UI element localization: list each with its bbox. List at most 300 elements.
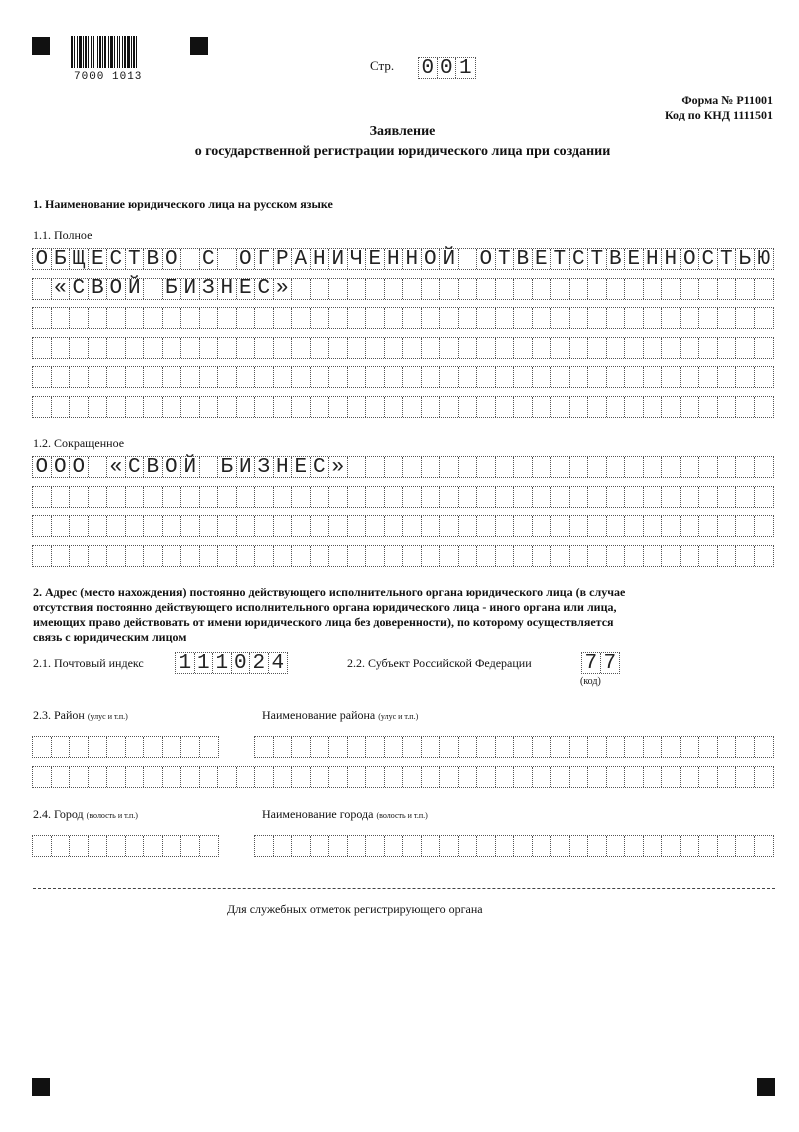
char-cell [89, 767, 108, 787]
char-cell [255, 487, 274, 507]
char-cell [181, 308, 200, 328]
district-name-field[interactable] [254, 736, 774, 758]
subject-code-cell: 7 [582, 653, 601, 673]
city-note: (волость и т.п.) [86, 811, 138, 820]
char-cell [89, 338, 108, 358]
char-cell [570, 367, 589, 387]
char-cell [625, 487, 644, 507]
barcode-bar [119, 36, 120, 68]
char-cell [588, 397, 607, 417]
char-cell [718, 367, 737, 387]
char-cell [477, 279, 496, 299]
char-cell [329, 546, 348, 566]
char-cell [570, 546, 589, 566]
char-cell: Н [385, 249, 404, 269]
char-cell [459, 457, 478, 477]
char-cell [662, 338, 681, 358]
char-cell [681, 397, 700, 417]
char-cell [718, 546, 737, 566]
char-cell [200, 338, 219, 358]
char-cell [403, 338, 422, 358]
char-cell [126, 487, 145, 507]
district-label: 2.3. Район (улус и т.п.) [33, 708, 128, 722]
char-cell [736, 308, 755, 328]
char-cell [181, 516, 200, 536]
char-cell [736, 279, 755, 299]
char-cell [89, 308, 108, 328]
char-cell: Н [218, 279, 237, 299]
char-cell [662, 767, 681, 787]
char-cell [70, 546, 89, 566]
char-cell [107, 338, 126, 358]
district-name-label: Наименование района (улус и т.п.) [262, 708, 419, 722]
char-cell [89, 487, 108, 507]
char-cell [699, 737, 718, 757]
char-cell [718, 836, 737, 856]
char-cell [33, 397, 52, 417]
char-cell: С [311, 457, 330, 477]
char-cell [163, 367, 182, 387]
char-cell [551, 487, 570, 507]
registration-marker-bottom-left [32, 1078, 50, 1096]
char-cell [755, 836, 774, 856]
char-cell [588, 546, 607, 566]
char-cell [477, 737, 496, 757]
char-cell [292, 516, 311, 536]
char-cell [644, 367, 663, 387]
char-cell [607, 836, 626, 856]
subject-code-note: (код) [580, 676, 601, 687]
char-cell: О [681, 249, 700, 269]
char-cell [107, 516, 126, 536]
char-cell [662, 836, 681, 856]
char-cell [218, 338, 237, 358]
char-cell [681, 836, 700, 856]
char-cell [329, 308, 348, 328]
char-cell [237, 367, 256, 387]
char-cell [107, 308, 126, 328]
char-cell [107, 546, 126, 566]
char-cell [514, 279, 533, 299]
char-cell [181, 367, 200, 387]
char-cell [755, 457, 774, 477]
char-cell [52, 767, 71, 787]
char-cell [625, 457, 644, 477]
char-cell: О [107, 279, 126, 299]
char-cell [625, 546, 644, 566]
char-cell: О [33, 249, 52, 269]
char-cell [681, 338, 700, 358]
char-cell [514, 367, 533, 387]
page-number-field [418, 57, 476, 79]
char-cell [570, 487, 589, 507]
district-type-field[interactable] [32, 736, 219, 758]
char-cell [181, 737, 200, 757]
title-line-2: о государственной регистрации юридического лица при создании [194, 144, 611, 159]
char-cell [255, 737, 274, 757]
char-cell [163, 338, 182, 358]
barcode-bar [79, 36, 82, 68]
char-cell [440, 836, 459, 856]
char-cell [533, 516, 552, 536]
char-cell: И [329, 249, 348, 269]
char-cell [644, 767, 663, 787]
city-type-field[interactable] [32, 835, 219, 857]
char-cell: О [52, 457, 71, 477]
city-name-field[interactable] [254, 835, 774, 857]
char-cell [107, 487, 126, 507]
char-cell: С [570, 249, 589, 269]
char-cell [736, 836, 755, 856]
char-cell [440, 457, 459, 477]
full-name-row[interactable] [32, 396, 774, 418]
char-cell [440, 367, 459, 387]
char-cell [477, 397, 496, 417]
char-cell [477, 457, 496, 477]
char-cell [200, 487, 219, 507]
page-label: Стр. [370, 58, 395, 73]
char-cell [311, 397, 330, 417]
char-cell [274, 367, 293, 387]
char-cell: Ь [736, 249, 755, 269]
char-cell [200, 457, 219, 477]
registration-marker-bottom-right [757, 1078, 775, 1096]
char-cell [385, 338, 404, 358]
char-cell [255, 546, 274, 566]
char-cell [33, 737, 52, 757]
char-cell [607, 767, 626, 787]
char-cell [514, 836, 533, 856]
char-cell [570, 308, 589, 328]
char-cell [681, 279, 700, 299]
char-cell [514, 516, 533, 536]
char-cell [496, 767, 515, 787]
city-name-label: Наименование города (волость и т.п.) [262, 807, 428, 821]
char-cell [422, 367, 441, 387]
char-cell [144, 338, 163, 358]
char-cell [348, 516, 367, 536]
char-cell [459, 279, 478, 299]
char-cell [292, 397, 311, 417]
char-cell [459, 397, 478, 417]
char-cell: Т [496, 249, 515, 269]
char-cell [329, 836, 348, 856]
char-cell [126, 308, 145, 328]
char-cell [662, 516, 681, 536]
char-cell [200, 516, 219, 536]
char-cell: О [163, 457, 182, 477]
knd-code: Код по КНД 1111501 [664, 108, 773, 122]
char-cell [274, 487, 293, 507]
char-cell: В [607, 249, 626, 269]
char-cell [496, 279, 515, 299]
char-cell: Ю [757, 247, 771, 271]
char-cell [163, 397, 182, 417]
char-cell [514, 767, 533, 787]
char-cell [329, 279, 348, 299]
char-cell [755, 737, 774, 757]
char-cell [459, 487, 478, 507]
char-cell [422, 487, 441, 507]
char-cell [533, 487, 552, 507]
char-cell: С [699, 249, 718, 269]
char-cell [181, 767, 200, 787]
char-cell [625, 397, 644, 417]
char-cell [52, 516, 71, 536]
char-cell [533, 457, 552, 477]
service-note: Для служебных отметок регистрирующего органа [227, 902, 483, 916]
char-cell [403, 767, 422, 787]
char-cell [107, 397, 126, 417]
char-cell [755, 367, 774, 387]
char-cell [477, 516, 496, 536]
district-name-field-continued[interactable] [32, 766, 774, 788]
char-cell [163, 767, 182, 787]
char-cell [385, 457, 404, 477]
char-cell [311, 279, 330, 299]
char-cell [736, 767, 755, 787]
barcode-bar [117, 36, 118, 68]
char-cell [144, 516, 163, 536]
char-cell [440, 737, 459, 757]
char-cell [126, 737, 145, 757]
char-cell [440, 338, 459, 358]
char-cell [662, 487, 681, 507]
char-cell [718, 516, 737, 536]
char-cell [311, 367, 330, 387]
barcode-bar [133, 36, 135, 68]
char-cell [718, 457, 737, 477]
char-cell [126, 546, 145, 566]
char-cell [588, 279, 607, 299]
char-cell [144, 767, 163, 787]
char-cell [126, 367, 145, 387]
char-cell [329, 338, 348, 358]
char-cell [736, 457, 755, 477]
char-cell: О [163, 249, 182, 269]
char-cell [274, 836, 293, 856]
char-cell [755, 487, 774, 507]
char-cell: Н [662, 249, 681, 269]
char-cell [477, 487, 496, 507]
char-cell: Н [403, 249, 422, 269]
char-cell [52, 836, 71, 856]
char-cell [422, 737, 441, 757]
char-cell [52, 487, 71, 507]
char-cell: Е [89, 249, 108, 269]
char-cell [403, 836, 422, 856]
char-cell [422, 836, 441, 856]
char-cell [514, 487, 533, 507]
char-cell [348, 457, 367, 477]
char-cell [144, 487, 163, 507]
char-cell [385, 308, 404, 328]
char-cell [385, 546, 404, 566]
char-cell: Б [52, 249, 71, 269]
char-cell [755, 546, 774, 566]
char-cell [755, 397, 774, 417]
char-cell [107, 767, 126, 787]
char-cell [385, 397, 404, 417]
char-cell [607, 338, 626, 358]
char-cell [89, 457, 108, 477]
char-cell [440, 767, 459, 787]
char-cell [366, 367, 385, 387]
full-name-row[interactable] [32, 337, 774, 359]
char-cell [736, 367, 755, 387]
char-cell [33, 308, 52, 328]
char-cell [588, 487, 607, 507]
char-cell [237, 487, 256, 507]
char-cell [588, 836, 607, 856]
char-cell [348, 836, 367, 856]
char-cell [699, 308, 718, 328]
char-cell [736, 516, 755, 536]
district-name-note: (улус и т.п.) [378, 712, 419, 721]
section-2-heading-line: имеющих право действовать от имени юридического лица без доверенности), по которому осуществляется [33, 615, 614, 629]
char-cell [644, 516, 663, 536]
char-cell [533, 279, 552, 299]
char-cell [163, 487, 182, 507]
char-cell [292, 767, 311, 787]
char-cell [70, 367, 89, 387]
subject-code-cell: 7 [603, 651, 617, 675]
char-cell: Б [218, 457, 237, 477]
char-cell [459, 767, 478, 787]
char-cell [200, 737, 219, 757]
char-cell [422, 338, 441, 358]
char-cell [681, 546, 700, 566]
char-cell [570, 338, 589, 358]
char-cell [699, 767, 718, 787]
char-cell: В [514, 249, 533, 269]
char-cell [662, 279, 681, 299]
char-cell [200, 836, 219, 856]
subject-code-field[interactable] [581, 652, 620, 674]
short-name-row[interactable] [32, 456, 774, 478]
char-cell [699, 457, 718, 477]
char-cell [699, 516, 718, 536]
char-cell [311, 836, 330, 856]
char-cell [607, 279, 626, 299]
char-cell [348, 546, 367, 566]
barcode-bar [127, 36, 130, 68]
char-cell: Ч [348, 249, 367, 269]
barcode-number: 7000 1013 [74, 71, 143, 83]
char-cell [237, 308, 256, 328]
char-cell: О [422, 249, 441, 269]
char-cell: Р [274, 249, 293, 269]
char-cell: С [70, 279, 89, 299]
char-cell [126, 836, 145, 856]
char-cell: С [126, 457, 145, 477]
full-name-row[interactable] [32, 307, 774, 329]
char-cell [422, 457, 441, 477]
postal-code-field[interactable] [175, 652, 288, 674]
char-cell [33, 279, 52, 299]
char-cell [699, 836, 718, 856]
char-cell [218, 397, 237, 417]
city-name-note: (волость и т.п.) [376, 811, 428, 820]
char-cell [403, 279, 422, 299]
char-cell [514, 397, 533, 417]
char-cell [755, 516, 774, 536]
char-cell [52, 338, 71, 358]
char-cell [607, 516, 626, 536]
char-cell [422, 767, 441, 787]
char-cell [551, 279, 570, 299]
char-cell [403, 737, 422, 757]
char-cell [625, 767, 644, 787]
char-cell [52, 397, 71, 417]
char-cell [255, 338, 274, 358]
char-cell [348, 338, 367, 358]
char-cell: В [89, 279, 108, 299]
full-name-row[interactable] [32, 248, 774, 270]
char-cell [699, 367, 718, 387]
char-cell [403, 308, 422, 328]
char-cell [459, 546, 478, 566]
short-name-row[interactable] [32, 486, 774, 508]
char-cell [52, 308, 71, 328]
char-cell [607, 397, 626, 417]
barcode-bar [114, 36, 115, 68]
char-cell [699, 397, 718, 417]
char-cell [736, 338, 755, 358]
char-cell [496, 308, 515, 328]
char-cell [366, 767, 385, 787]
char-cell [274, 397, 293, 417]
barcode-bar [124, 36, 126, 68]
page-number-cell: 1 [458, 56, 472, 80]
char-cell: В [144, 249, 163, 269]
char-cell [403, 487, 422, 507]
char-cell [89, 397, 108, 417]
char-cell [218, 487, 237, 507]
char-cell [459, 516, 478, 536]
char-cell [181, 487, 200, 507]
char-cell [496, 367, 515, 387]
char-cell [292, 487, 311, 507]
char-cell: Е [366, 249, 385, 269]
char-cell: Е [237, 279, 256, 299]
char-cell [625, 836, 644, 856]
char-cell: С [107, 249, 126, 269]
registration-marker-top-left [32, 37, 50, 55]
char-cell [570, 457, 589, 477]
char-cell [644, 397, 663, 417]
short-name-row[interactable] [32, 545, 774, 567]
full-name-row[interactable] [32, 366, 774, 388]
char-cell [551, 737, 570, 757]
char-cell [200, 767, 219, 787]
char-cell: С [200, 249, 219, 269]
barcode-bar [88, 36, 89, 68]
char-cell [551, 767, 570, 787]
char-cell [477, 767, 496, 787]
char-cell [422, 279, 441, 299]
barcode-bar [77, 36, 78, 68]
char-cell [311, 546, 330, 566]
char-cell [551, 457, 570, 477]
char-cell [126, 397, 145, 417]
short-name-row[interactable] [32, 515, 774, 537]
barcode-bar [99, 36, 101, 68]
full-name-row[interactable] [32, 278, 774, 300]
char-cell [403, 397, 422, 417]
char-cell [440, 546, 459, 566]
char-cell: Н [274, 457, 293, 477]
